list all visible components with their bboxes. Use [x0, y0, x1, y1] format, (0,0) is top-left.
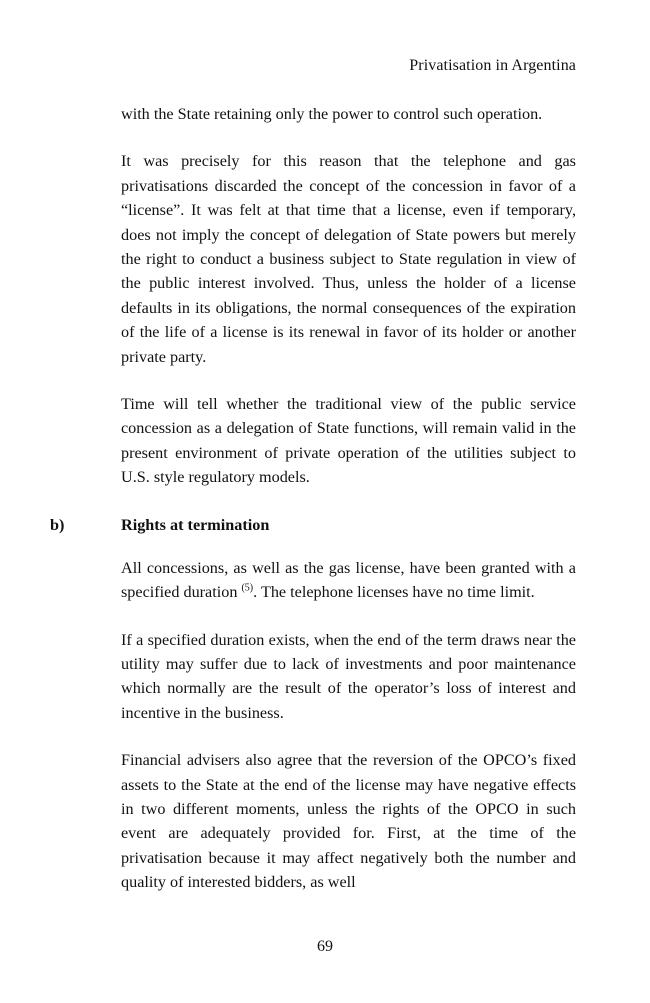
- paragraph-durations-text-b: . The telephone licenses have no time limit.: [253, 583, 535, 602]
- running-header: Privatisation in Argentina: [409, 57, 576, 74]
- paragraph-financial-advisers: Financial advisers also agree that the reversion of the OPCO’s fixed assets to the State at the end of the license may have negative effects in two different moments, unless the rights of the OPCO in such event are adequately provided for. First, at the time of the privatisation because it may affect negatively both the number and quality of interested bidders, as well: [121, 751, 576, 892]
- section-title: Rights at termination: [121, 515, 270, 534]
- section-heading: [50, 513, 576, 537]
- paragraph-durations-text-a: All concessions, as well as the gas license, have been granted with a specified duration: [121, 558, 576, 602]
- body-text: [50, 102, 576, 918]
- footnote-reference: (5): [241, 582, 254, 594]
- paragraph-durations: [121, 556, 576, 605]
- paragraph-continuation: with the State retaining only the power to control such operation.: [121, 105, 543, 123]
- paragraph-license-concept: It was precisely for this reason that the telephone and gas privatisations discarded the concept of the concession in favor of a “license”. It was felt at that time that a license, even if temporary, does not imply the concept of delegation of State powers but merely the right to conduct a business subject to State regulation in view of the public interest involved. Thus, unless the holder of a license defaults in its obligations, the normal consequences of the expiration of the life of a license is its renewal in favor of its holder or another private party.: [121, 152, 576, 366]
- paragraph-time-will-tell: Time will tell whether the traditional view of the public service concession as a delegation of State functions, will remain valid in the present environment of private operation of the utilities subject to U.S. style regulatory models.: [121, 395, 576, 487]
- paragraph-specified-duration: If a specified duration exists, when the end of the term draws near the utility may suffer due to lack of investments and poor maintenance which normally are the result of the operator’s loss of interest and incentive in the business.: [121, 630, 576, 722]
- page-number: 69: [317, 938, 333, 955]
- section-marker: b): [50, 515, 65, 534]
